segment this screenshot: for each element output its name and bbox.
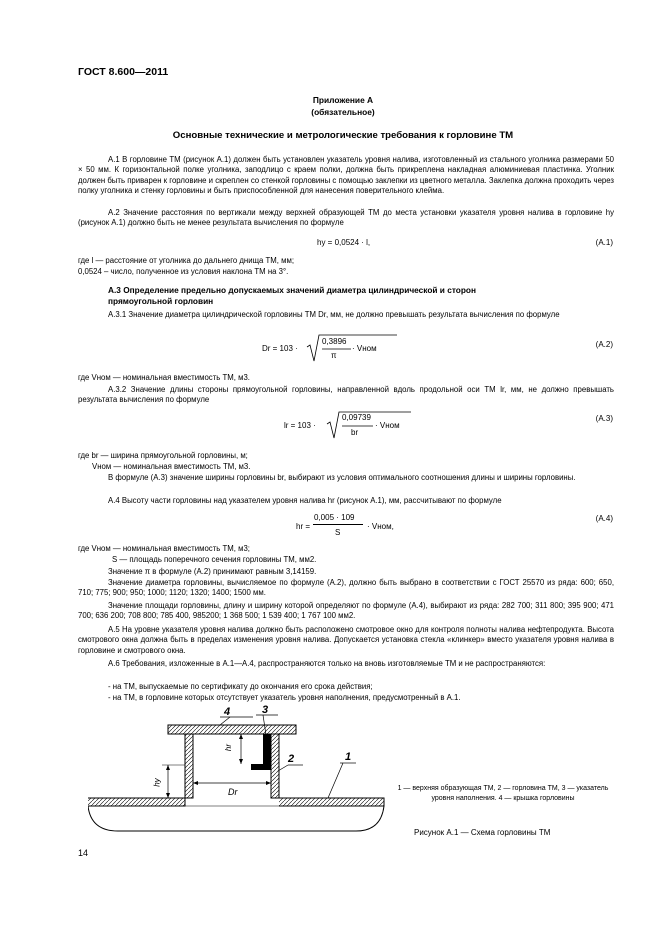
neck-drawing xyxy=(88,705,388,833)
formula-a1: hy = 0,0524 · l, xyxy=(317,238,371,247)
formula-a4-numerator: 0,005 · 109 xyxy=(314,513,355,522)
section-a3-title-cont: прямоугольной горловин xyxy=(108,296,214,306)
figure-legend: 1 — верхняя образующая ТМ, 2 — горловина ТМ, 3 — указатель уровня наполнения. 4 — крышка горловины xyxy=(397,785,609,802)
figure-label-dr: Dr xyxy=(228,787,238,797)
para-a1: А.1 В горловине ТМ (рисунок А.1) должен быть установлен указатель уровня налива, изготовленный из стального уголника размерами 50 × 50 мм. К горизонтальной полке уголника, заподлицо с краем полки, должна быть прикреплена накладная алюминиевая пластинка. Уголник должен быть приварен к горловине и скреплен со стенкой горловины с помощью заклепки из цветного металла. Заклепка должна проходить через полку уголника и стенку горловины и быть приспособленной для нанесения поверительного клейма. xyxy=(78,155,614,196)
page-number: 14 xyxy=(78,848,89,858)
section-a3-title: А.3 Определение предельно допускаемых значений диаметра цилиндрической и сторон xyxy=(108,285,476,295)
para-a31: А.3.1 Значение диаметра цилиндрической горловины ТМ Dr, мм, не должно превышать результата вычисления по формуле xyxy=(108,310,560,319)
list-item-no-indicator: - на ТМ, в горловине которых отсутствует указатель уровня наполнения, предусмотренный в А.1. xyxy=(108,693,461,702)
list-item-certificate: - на ТМ, выпускаемые по сертификату до окончания его срока действия; xyxy=(108,682,373,691)
para-a4: А.4 Высоту части горловины над указателем уровня налива hr (рисунок А.1), мм, рассчитывают по формуле xyxy=(108,496,502,505)
para-a2: А.2 Значение расстояния по вертикали между верхней образующей ТМ до места установки указателя уровня налива в горловине hy (рисунок А.1) должно быть не менее результата вычисления по формуле xyxy=(78,208,614,228)
figure-label-hr: hr xyxy=(224,743,234,752)
where-0524: 0,0524 – число, полученное из условия наклона ТМ на 3°. xyxy=(78,267,289,276)
document-header: ГОСТ 8.600—2011 xyxy=(78,66,169,78)
where-br: где br — ширина прямоугольной горловины, м; xyxy=(78,451,248,460)
formula-a2-denominator: π xyxy=(331,351,337,360)
formula-a2-numerator: 0,3896 xyxy=(322,337,347,346)
figure-caption: Рисунок А.1 — Схема горловины ТМ xyxy=(414,828,551,837)
where-vnom-a4: где Vном — номинальная вместимость ТМ, м3; xyxy=(78,544,250,553)
figure-label-hy: hy xyxy=(152,778,162,787)
annex-label: Приложение А xyxy=(312,95,374,105)
where-vnom-a2: где Vном — номинальная вместимость ТМ, м3. xyxy=(78,373,250,382)
figure-label-2: 2 xyxy=(288,753,295,765)
annex-status: (обязательное) xyxy=(311,107,375,117)
note-pi: Значение π в формуле (А.2) принимают равным 3,14159. xyxy=(108,567,317,576)
formula-a3-lhs: lr = 103 · xyxy=(284,421,316,430)
figure-label-4: 4 xyxy=(224,706,231,718)
note-area-series: Значение площади горловины, длину и ширину которой определяют по формуле (А.4), выбирают из ряда: 282 700; 311 800; 395 900; 471 700; 636 200; 708 800; 785 400, 985200; 1 368 500; 1 539 400; 1 767 100 мм2. xyxy=(78,601,614,621)
formula-a4-lhs: hr = xyxy=(296,522,311,531)
eq-number-a3: (А.3) xyxy=(595,414,613,423)
eq-number-a1: (А.1) xyxy=(595,238,613,247)
figure-neck-diagram xyxy=(88,705,388,833)
formula-a3-denominator: br xyxy=(351,428,359,437)
where-s: S — площадь поперечного сечения горловины ТМ, мм2. xyxy=(112,555,317,564)
note-diameter-series: Значение диаметра горловины, вычисляемое по формуле (А.2), должно быть выбрано в соответствии с ГОСТ 25570 из ряда: 600; 650, 710; 775; 900; 950; 1000; 1120; 1320; 1400; 1500 мм. xyxy=(78,578,614,598)
where-vnom-a3: Vном — номинальная вместимость ТМ, м3. xyxy=(92,462,251,471)
annex-title: Основные технические и метрологические требования к горловине ТМ xyxy=(172,130,514,141)
formula-a4-vnom: · Vном, xyxy=(367,522,394,531)
figure-label-1: 1 xyxy=(345,751,352,763)
para-a6: А.6 Требования, изложенные в А.1—А.4, распространяются только на вновь изготовляемые ТМ и не распространяются: xyxy=(108,659,546,668)
where-l: где l — расстояние от уголника до дальнего днища ТМ, мм; xyxy=(78,256,294,265)
figure-label-3: 3 xyxy=(262,704,269,716)
note-a3: В формуле (А.3) значение ширины горловины br, выбирают из условия оптимального соотношения длины и ширины горловины. xyxy=(108,473,576,482)
formula-a4-fraction-bar xyxy=(313,524,363,525)
para-a32: А.3.2 Значение длины стороны прямоугольной горловины, направленной вдоль продольной оси ТМ lr, мм, не должно превышать результата вычисления по формуле xyxy=(78,385,614,405)
eq-number-a4: (А.4) xyxy=(595,514,613,523)
formula-a2-lhs: Dr = 103 · xyxy=(262,344,298,353)
eq-number-a2: (А.2) xyxy=(595,340,613,349)
formula-a3-vnom: · Vном xyxy=(375,421,400,430)
para-a5: А.5 На уровне указателя уровня налива должно быть расположено смотровое окно для контроля полноты налива нефтепродукта. Высота смотрового окна должна быть в пределах изменения уровня налива. Допускается установка стекла «клинкер» вместо указателя уровня налива в горловине и смотрового окна. xyxy=(78,625,614,655)
formula-a2-vnom: · Vном xyxy=(352,344,377,353)
formula-a4-denominator: S xyxy=(335,528,341,537)
formula-a3-numerator: 0,09739 xyxy=(342,413,371,422)
